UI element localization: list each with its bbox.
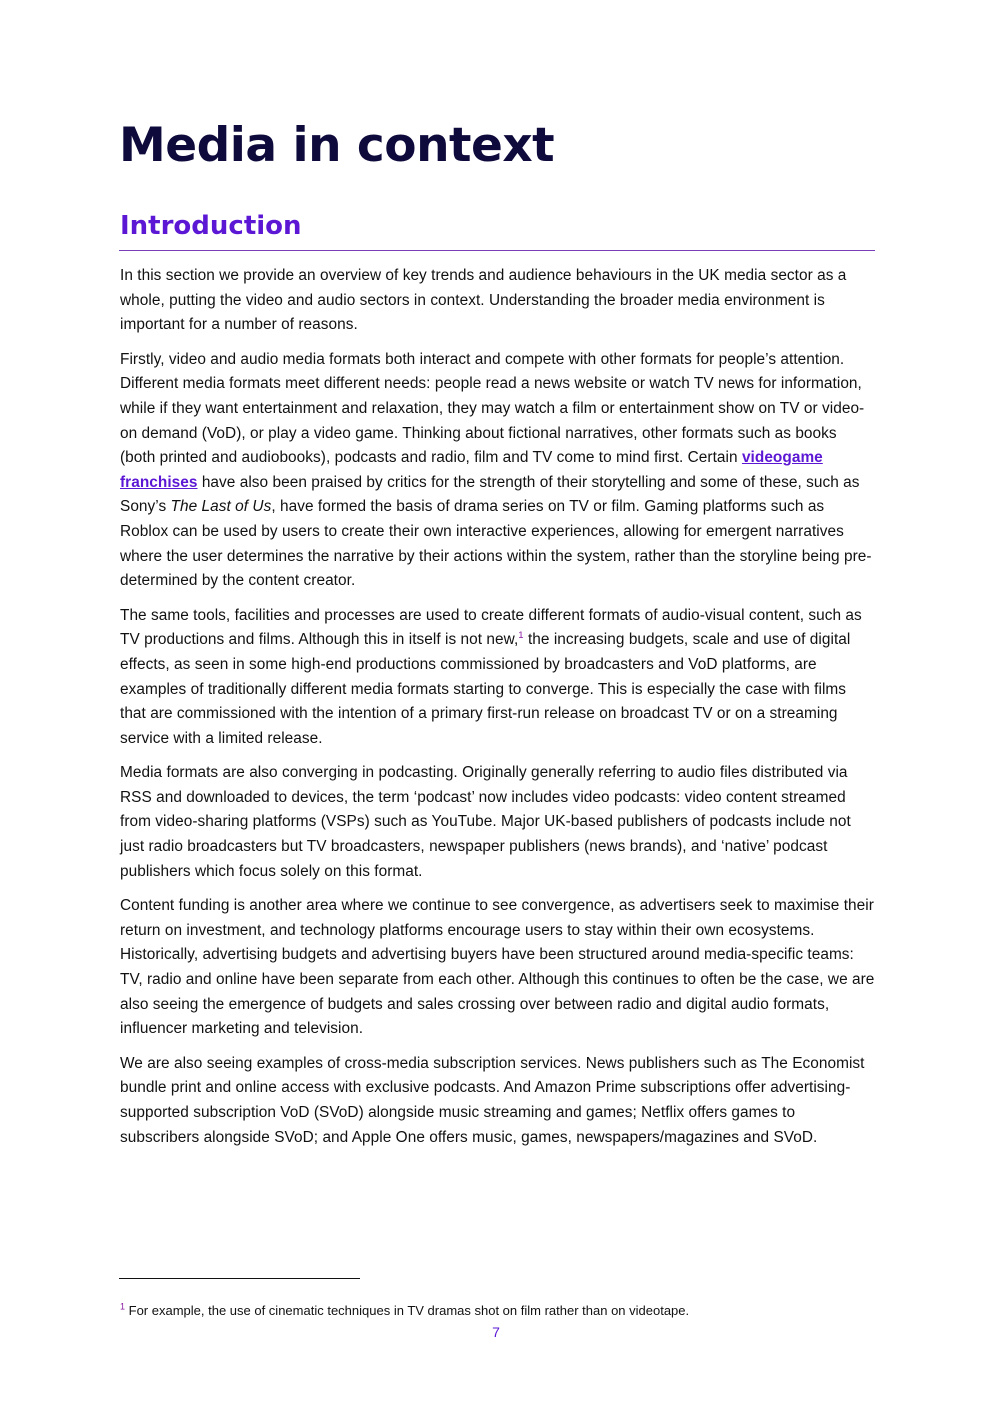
paragraph-4: Media formats are also converging in podcasting. Originally generally referring to audio files distributed via RSS and downloaded to devices, the term ‘podcast’ now includes video podcasts: video content streamed from video-sharing platforms (VSPs) such as YouTube. Major UK-based publishers of podcasts include not just radio broadcasters but TV broadcasters, newspaper publishers (news brands), and ‘native’ podcast publishers which focus solely on this format. <box>120 764 851 880</box>
paragraph-2 <box>120 348 875 594</box>
paragraph-6: We are also seeing examples of cross-media subscription services. News publishers such as The Economist bundle print and online access with exclusive podcasts. And Amazon Prime subscriptions offer advertising-supported subscription VoD (SVoD) alongside music streaming and games; Netflix offers games to subscribers alongside SVoD; and Apple One offers music, games, newspapers/magazines and SVoD. <box>120 1054 865 1146</box>
paragraph-2-part-3: , have formed the basis of drama series on TV or film. Gaming platforms such as Roblox can be used by users to create their own interactive experiences, allowing for emergent narratives where the user determines the narrative by their actions within the system, rather than the storyline being pre-determined by the content creator. <box>120 498 872 590</box>
paragraph-2-part-1: Firstly, video and audio media formats both interact and compete with other formats for people’s attention. Different media formats meet different needs: people read a news website or watch TV news for information, while if they want entertainment and relaxation, they may watch a film or entertainment show on TV or video-on demand (VoD), or play a video game. Thinking about fictional narratives, other formats such as books (both printed and audiobooks), podcasts and radio, film and TV come to mind first. Certain <box>120 350 865 467</box>
page-number: 7 <box>492 1324 500 1340</box>
footnote <box>120 1302 880 1320</box>
paragraph-1: In this section we provide an overview of key trends and audience behaviours in the UK media sector as a whole, putting the video and audio sectors in context. Understanding the broader media environment is important for a number of reasons. <box>120 267 847 334</box>
body-text <box>120 264 875 1160</box>
section-heading: Introduction <box>120 211 302 241</box>
footnote-text: For example, the use of cinematic techniques in TV dramas shot on film rather than on videotape. <box>125 1303 690 1318</box>
paragraph-2-part-2: have also been praised by critics for the strength of their storytelling and some of these, such as Sony’s <box>120 473 860 516</box>
footnote-divider <box>119 1278 360 1279</box>
page-title: Media in context <box>119 118 555 173</box>
footnote-reference-1[interactable]: 1 <box>518 630 524 642</box>
paragraph-3-part-1: The same tools, facilities and processes are used to create different formats of audio-visual content, such as TV productions and films. Although this in itself is not new, <box>120 606 862 649</box>
footnote-mark: 1 <box>120 1301 126 1312</box>
videogame-franchises-link[interactable]: videogame franchises <box>120 449 823 491</box>
paragraph-5: Content funding is another area where we continue to see convergence, as advertisers seek to maximise their return on investment, and technology platforms encourage users to stay within their own ecosystems. Historically, advertising budgets and advertising buyers have been structured around media-specific teams: TV, radio and online have been separate from each other. Although this continues to often be the case, we are also seeing the emergence of budgets and sales crossing over between radio and digital audio formats, influencer marketing and television. <box>120 897 875 1038</box>
section-divider <box>119 250 875 251</box>
paragraph-3-part-2: the increasing budgets, scale and use of digital effects, as seen in some high-end productions commissioned by broadcasters and VoD platforms, are examples of traditionally different media formats starting to converge. This is especially the case with films that are commissioned with the intention of a primary first-run release on broadcast TV or on a streaming service with a limited release. <box>120 631 851 747</box>
paragraph-3 <box>120 604 875 752</box>
paragraph-2-title-italic: The Last of Us <box>170 498 272 516</box>
